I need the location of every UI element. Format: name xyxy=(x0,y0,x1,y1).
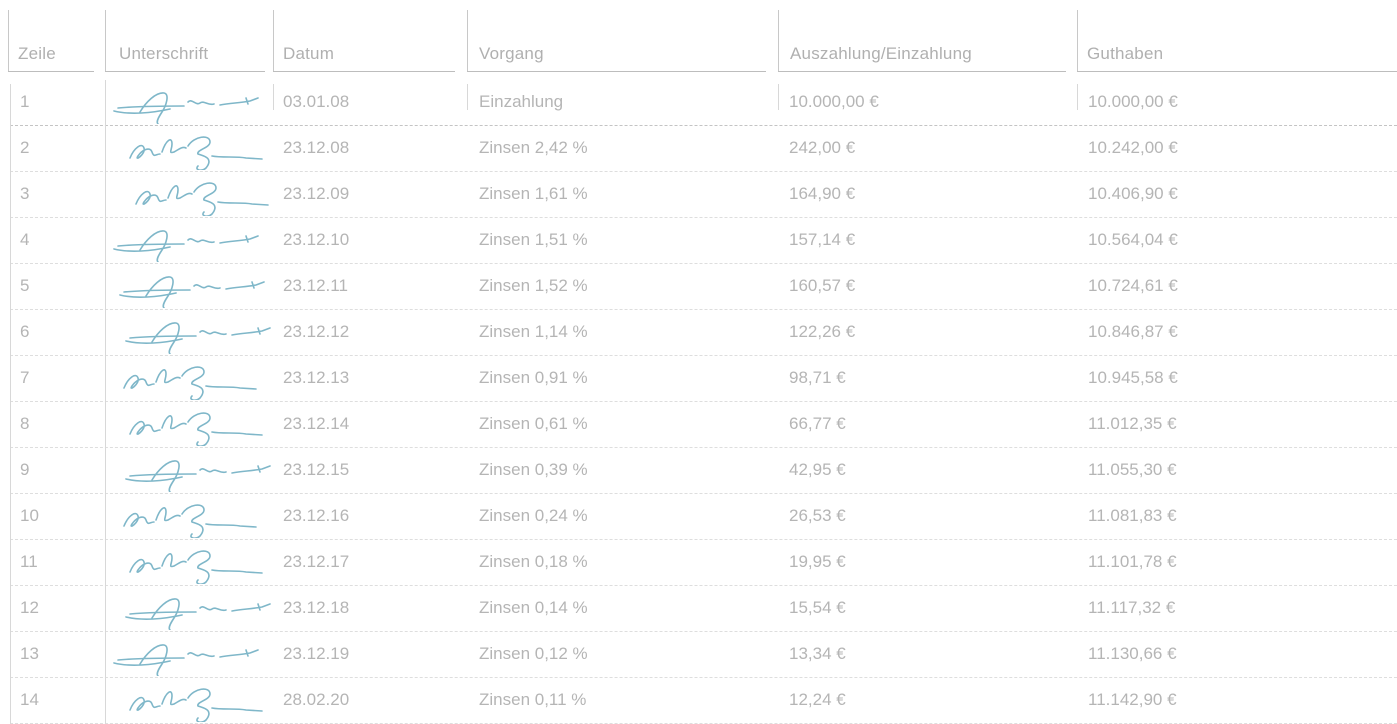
cell-guthaben: 11.130,66 € xyxy=(1088,644,1177,663)
cell-vorgang: Zinsen 0,12 % xyxy=(479,644,588,663)
column-divider xyxy=(1077,84,1078,110)
signature-b xyxy=(100,496,260,538)
header-label: Unterschrift xyxy=(119,44,209,63)
cell-betrag: 19,95 € xyxy=(789,552,846,571)
signature-a xyxy=(112,450,272,492)
cell-guthaben: 10.242,00 € xyxy=(1088,138,1178,157)
cell-vorgang: Zinsen 0,39 % xyxy=(479,460,588,479)
cell-datum: 23.12.10 xyxy=(283,230,350,249)
cell-guthaben: 11.012,35 € xyxy=(1088,414,1177,433)
table-row xyxy=(0,586,1397,632)
cell-guthaben: 11.117,32 € xyxy=(1088,598,1176,617)
cell-datum: 23.12.13 xyxy=(283,368,350,387)
cell-vorgang: Zinsen 0,11 % xyxy=(479,690,587,709)
cell-betrag: 15,54 € xyxy=(789,598,846,617)
signature-a xyxy=(106,266,266,308)
header-unterschrift xyxy=(105,0,265,72)
cell-zeile: 6 xyxy=(20,322,30,341)
cell-vorgang: Zinsen 2,42 % xyxy=(479,138,588,157)
table-row xyxy=(0,632,1397,678)
cell-datum: 23.12.09 xyxy=(283,184,350,203)
cell-datum: 23.12.12 xyxy=(283,322,350,341)
cell-vorgang: Zinsen 1,51 % xyxy=(479,230,588,249)
signature-b xyxy=(106,680,266,722)
cell-guthaben: 11.142,90 € xyxy=(1088,690,1177,709)
cell-betrag: 13,34 € xyxy=(789,644,846,663)
header-zeile xyxy=(8,0,94,72)
cell-zeile: 4 xyxy=(20,230,30,249)
signature-b xyxy=(106,542,266,584)
signature-a xyxy=(100,82,260,124)
cell-betrag: 42,95 € xyxy=(789,460,846,479)
cell-zeile: 7 xyxy=(20,368,30,387)
header-label: Vorgang xyxy=(479,44,544,63)
cell-vorgang: Zinsen 0,24 % xyxy=(479,506,588,525)
header-vorgang xyxy=(467,0,766,72)
cell-guthaben: 10.846,87 € xyxy=(1088,322,1178,341)
cell-zeile: 10 xyxy=(20,506,39,525)
cell-datum: 23.12.18 xyxy=(283,598,350,617)
table-row xyxy=(0,218,1397,264)
cell-betrag: 242,00 € xyxy=(789,138,856,157)
cell-zeile: 13 xyxy=(20,644,39,663)
signature-a xyxy=(100,634,260,676)
cell-betrag: 157,14 € xyxy=(789,230,856,249)
cell-betrag: 10.000,00 € xyxy=(789,92,879,111)
cell-zeile: 5 xyxy=(20,276,30,295)
cell-betrag: 12,24 € xyxy=(789,690,846,709)
header-betrag xyxy=(778,0,1066,72)
cell-zeile: 14 xyxy=(20,690,39,709)
signature-a xyxy=(100,220,260,262)
cell-guthaben: 11.101,78 € xyxy=(1088,552,1177,571)
cell-datum: 03.01.08 xyxy=(283,92,350,111)
cell-zeile: 2 xyxy=(20,138,30,157)
table-row xyxy=(0,402,1397,448)
table-row xyxy=(0,80,1397,126)
table-row xyxy=(0,540,1397,586)
column-divider xyxy=(105,80,106,724)
cell-betrag: 26,53 € xyxy=(789,506,846,525)
cell-guthaben: 10.406,90 € xyxy=(1088,184,1178,203)
cell-datum: 23.12.19 xyxy=(283,644,350,663)
signature-b xyxy=(106,128,266,170)
column-divider xyxy=(10,84,11,724)
signature-b xyxy=(112,174,272,216)
cell-zeile: 8 xyxy=(20,414,30,433)
cell-datum: 28.02.20 xyxy=(283,690,350,709)
cell-vorgang: Zinsen 1,52 % xyxy=(479,276,588,295)
cell-guthaben: 10.724,61 € xyxy=(1088,276,1178,295)
cell-datum: 23.12.15 xyxy=(283,460,350,479)
cell-zeile: 3 xyxy=(20,184,30,203)
cell-datum: 23.12.14 xyxy=(283,414,350,433)
cell-guthaben: 10.945,58 € xyxy=(1088,368,1178,387)
signature-b xyxy=(100,358,260,400)
header-label: Guthaben xyxy=(1087,44,1164,63)
column-divider xyxy=(273,84,274,110)
cell-datum: 23.12.08 xyxy=(283,138,350,157)
cell-vorgang: Zinsen 1,14 % xyxy=(479,322,588,341)
cell-zeile: 11 xyxy=(20,552,38,571)
cell-guthaben: 11.055,30 € xyxy=(1088,460,1177,479)
cell-guthaben: 10.000,00 € xyxy=(1088,92,1178,111)
table-row xyxy=(0,448,1397,494)
header-datum xyxy=(273,0,455,72)
table-row xyxy=(0,356,1397,402)
cell-zeile: 12 xyxy=(20,598,39,617)
table-row xyxy=(0,172,1397,218)
header-label: Zeile xyxy=(18,44,56,63)
signature-a xyxy=(112,312,272,354)
header-label: Datum xyxy=(283,44,335,63)
cell-vorgang: Zinsen 0,61 % xyxy=(479,414,588,433)
cell-betrag: 160,57 € xyxy=(789,276,856,295)
cell-datum: 23.12.17 xyxy=(283,552,350,571)
table-row xyxy=(0,678,1397,724)
column-divider xyxy=(467,84,468,110)
cell-zeile: 9 xyxy=(20,460,30,479)
cell-vorgang: Einzahlung xyxy=(479,92,564,111)
signature-b xyxy=(106,404,266,446)
cell-betrag: 164,90 € xyxy=(789,184,856,203)
cell-betrag: 66,77 € xyxy=(789,414,846,433)
header-rule xyxy=(778,71,1066,72)
cell-vorgang: Zinsen 0,91 % xyxy=(479,368,588,387)
cell-guthaben: 11.081,83 € xyxy=(1088,506,1177,525)
header-rule xyxy=(1077,71,1397,72)
header-guthaben xyxy=(1077,0,1397,72)
cell-zeile: 1 xyxy=(20,92,30,111)
header-rule xyxy=(105,71,265,72)
cell-vorgang: Zinsen 0,18 % xyxy=(479,552,588,571)
cell-betrag: 122,26 € xyxy=(789,322,856,341)
header-rule xyxy=(8,71,94,72)
cell-datum: 23.12.11 xyxy=(283,276,348,295)
cell-guthaben: 10.564,04 € xyxy=(1088,230,1178,249)
cell-vorgang: Zinsen 0,14 % xyxy=(479,598,588,617)
header-label: Auszahlung/Einzahlung xyxy=(790,44,972,63)
cell-betrag: 98,71 € xyxy=(789,368,846,387)
column-divider xyxy=(778,84,779,110)
table-row xyxy=(0,494,1397,540)
cell-vorgang: Zinsen 1,61 % xyxy=(479,184,588,203)
header-rule xyxy=(273,71,455,72)
table-row xyxy=(0,264,1397,310)
signature-a xyxy=(112,588,272,630)
header-rule xyxy=(467,71,766,72)
table-row xyxy=(0,126,1397,172)
table-row xyxy=(0,310,1397,356)
cell-datum: 23.12.16 xyxy=(283,506,350,525)
